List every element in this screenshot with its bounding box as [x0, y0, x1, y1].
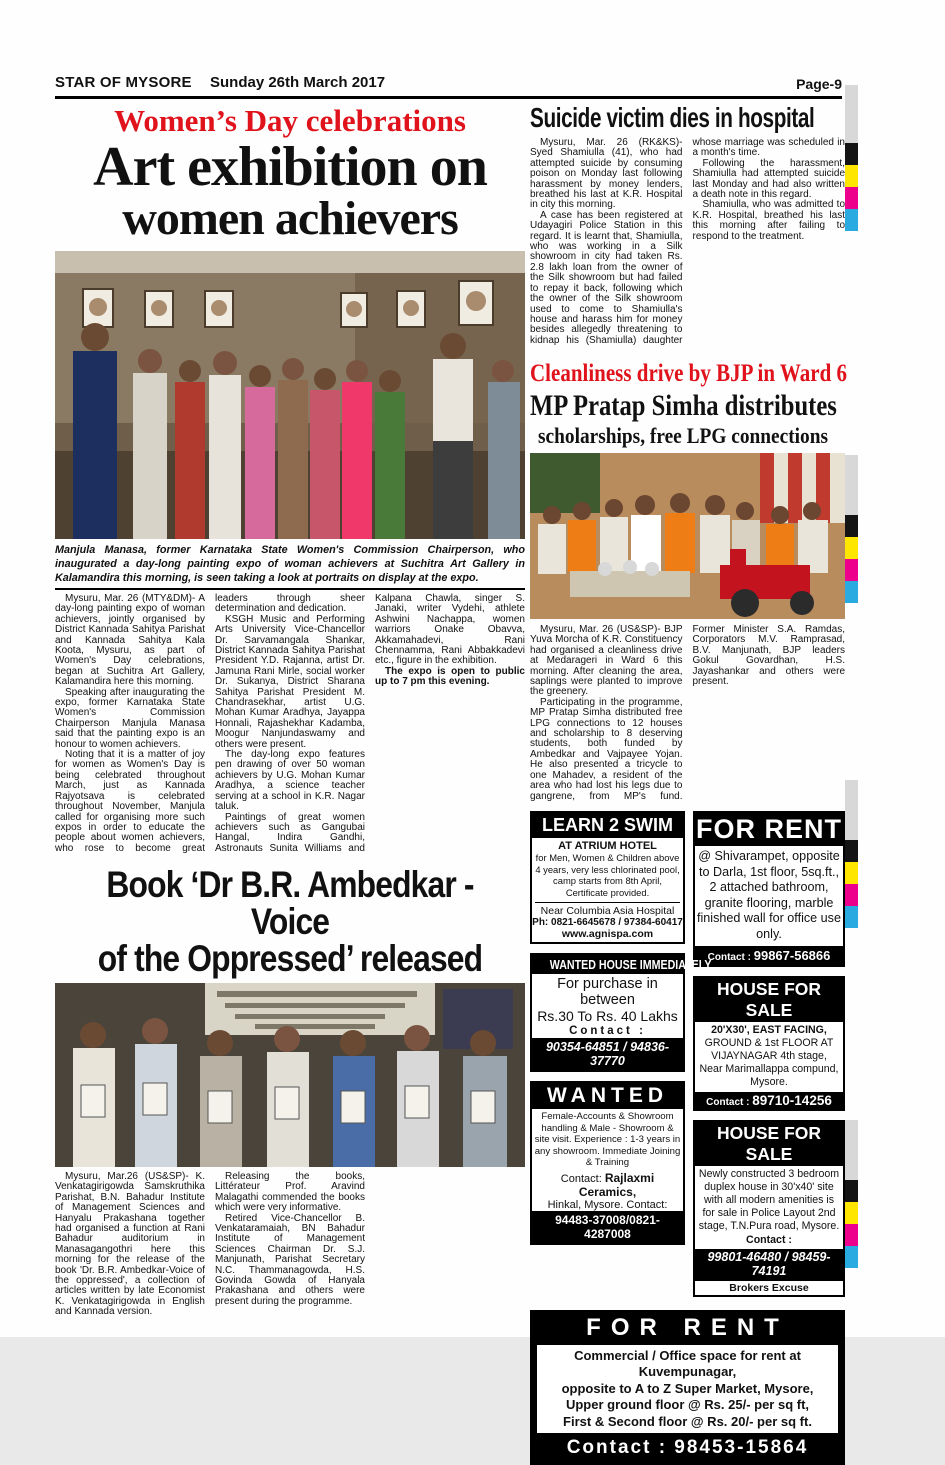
magenta-swatch [845, 884, 858, 906]
paragraph: Speaking after inaugurating the expo, former Karnataka State Women's Commission Chairperson Manjula Manasa said that the painting expo is an honour to women achievers. [55, 686, 205, 750]
ad-line: For purchase in between [557, 976, 658, 1008]
ad-body: @ Shivarampet, opposite to Darla, 1st floor, 5sq.ft., 2 attached bathroom, granite flooring, marble finished wall for office use only. [697, 849, 841, 941]
magenta-swatch [845, 187, 858, 209]
suicide-article-body [530, 138, 845, 356]
ad-phone: 90354-64851 / 94836-37770 [532, 1038, 683, 1070]
ad-contact: Contact: Rajlaxmi Ceramics, Hinkal, Mysore. Contact: [547, 1170, 668, 1211]
paragraph: KSGH Music and Performing Arts University Vice-Chancellor Dr. Sarvamangala Shankar, District Kannada Sahitya Parishat President Y.D. Rajanna, artist Dr. Jamuna Rani Mirle, social worker Dr. Sukanya, District Sharana Sahitya Parishat President M. Chandrasekhar, artist U.G. Mohan Kumar Aradhya, Jayappa Honnali, Rajashekhar Kadamba, Moogur Nanjundaswamy and others were present. [215, 613, 365, 750]
gray-strip [845, 455, 858, 515]
caption-rule [55, 588, 525, 590]
yellow-swatch [845, 537, 858, 559]
bjp-kicker: Cleanliness drive by BJP in Ward 6 [530, 360, 848, 387]
paragraph: Paintings of great women achievers such as Gangubai Hangal, Indira Gandhi, Astronauts Sunita Williams and Kalpana Chawla, singer S. Janaki, writer Vydehi, athlete Ashwini Nachappa, women warriors Onake Obavva, Akkamahadevi, Rani Chennamma, Rani Abbakkadevi etc., figure in the exhibition. [215, 592, 525, 854]
ad-body: Newly constructed 3 bedroom duplex house in 30'x40' site with all modern amenities is for sale in Police Layout 2nd stage, T.N.Pura road, Mysore. Contact : [698, 1167, 840, 1246]
ad-website: www.agnispa.com [561, 928, 654, 940]
ad-footer: Brokers Excuse [695, 1279, 843, 1295]
ad-wanted-house [530, 953, 712, 1072]
yellow-swatch [845, 165, 858, 187]
ad-subtitle: AT ATRIUM HOTEL [558, 840, 657, 852]
paragraph: The day-long expo features pen drawing of over 50 woman achievers by U.G. Mohan Kumar Aradhya, a science teacher serving at a school in K.R. Nagar taluk. [215, 749, 365, 813]
cyan-swatch [845, 581, 858, 603]
ad-phone: 99801-46480 / 98459-74191 [695, 1249, 843, 1279]
black-swatch [845, 515, 858, 537]
gray-strip [845, 1120, 858, 1180]
ad-house-for-sale-2 [693, 1120, 845, 1297]
ads-column-left [530, 811, 712, 1306]
lead-article-body [55, 594, 525, 860]
magenta-swatch [845, 559, 858, 581]
ad-for-rent-kuvempunagar [530, 1310, 845, 1465]
ad-phone: Ph: 0821-6645678 / 97384-60417 [532, 917, 683, 928]
lead-photo [55, 251, 525, 539]
paragraph: Mysuru, Mar. 26 (US&SP)- BJP Yuva Morcha of K.R. Constituency had organised a cleanliness drive at Medarageri in Ward 6 this morning. After cleaning the area, saplings were planted to improve the greenery. [530, 624, 683, 698]
right-column [530, 102, 848, 1465]
gray-strip [845, 780, 858, 840]
paragraph: Participating in the programme, MP Pratap Simha distributed free LPG connections to 12 houses and scholarship to 8 deserving students, both funded by Ambedkar and Vajpayee Yojan. He also presented a tricycle to one Mahadev, a resident of the area who had lost his legs due to gangrene, from MP's fund. Former Minister S.A. Ramdas, Corporators M.V. Ramprasad, B.V. Manjunath, BJP leaders Gokul Govardhan, H.S. Jayashankar and others were present. [530, 624, 845, 802]
yellow-swatch [845, 862, 858, 884]
ad-body: 20'X30', EAST FACING, GROUND & 1st FLOOR AT VIJAYNAGAR 4th stage, Near Marimallappa compund, Mysore. [699, 1023, 839, 1089]
lead-kicker: Women’s Day celebrations [114, 103, 466, 138]
ad-house-for-sale-1 [693, 976, 845, 1111]
ad-location: Near Columbia Asia Hospital [540, 905, 675, 917]
ad-contact: Contact : 98453-15864 [566, 1437, 809, 1459]
ad-body: for Men, Women & Children above 4 years, very less chlorinated pool, camp starts from 8th April, Certificate provided. [535, 852, 680, 898]
lead-headline-line1: Art exhibition on [93, 136, 487, 199]
paragraph: Shamiulla, who was admitted to K.R. Hospital, breathed his last this morning after failing to respond to the treatment. [692, 199, 845, 242]
ad-wanted-staff [530, 1081, 685, 1245]
paragraph: Retired Vice-Chancellor B. Venkataramaiah, BN Bahadur Institute of Management Sciences Chairman Dr. S.J. Manjunath, Parishat Secretary N.C. Thammanagowda, H.S. Govinda Gowda of Hanyala Prakashana and others were present during the programme. [215, 1212, 365, 1307]
book-article-body [55, 1172, 525, 1334]
ad-title: WANTED HOUSE IMMEDIATELY [532, 955, 683, 974]
black-swatch [845, 143, 858, 165]
paper-name: STAR OF MYSORE [55, 74, 192, 91]
bjp-subhead: scholarships, free LPG connections [538, 423, 829, 448]
cyan-swatch [845, 906, 858, 928]
ad-body: Female-Accounts & Showroom handling & Male - Showroom & site visit. Experience : 1-3 years in any showroom. Immediate Joining & Training [534, 1111, 681, 1169]
paragraph: Mysuru, Mar. 26 (RK&KS)- Syed Shamiulla (41), who had attempted suicide by consuming poison on Monday last following harassment by money lenders, breathed his last at K.R. Hospital in city this morning. [530, 137, 683, 211]
ad-contact: Contact : 99867-56866 [695, 946, 843, 965]
lead-headline-line2: women achievers [122, 191, 458, 245]
divider [535, 902, 680, 903]
suicide-headline: Suicide victim dies in hospital [530, 102, 815, 133]
magenta-swatch [845, 1224, 858, 1246]
issue-date: Sunday 26th March 2017 [210, 74, 386, 91]
paragraph: Releasing the books, Littérateur Prof. Aravind Malagathi commended the books which were very informative. [215, 1170, 365, 1214]
ad-for-rent-shivarampet [693, 811, 845, 967]
ad-title: LEARN 2 SWIM [532, 813, 683, 838]
yellow-swatch [845, 1202, 858, 1224]
masthead [55, 74, 842, 96]
ads-column-right [693, 811, 845, 1306]
masthead-rule [55, 96, 842, 99]
ad-line: Rs.30 To Rs. 40 Lakhs [537, 1008, 678, 1024]
gray-strip [845, 85, 858, 143]
ad-title: HOUSE FOR SALE [695, 978, 843, 1022]
ad-title: FOR RENT [586, 1313, 789, 1341]
ad-learn-2-swim [530, 811, 685, 944]
paragraph: Noting that it is a matter of joy for women as Women's Day is being celebrated throughout March, just as Kannada Rajyotsava is celebrated throughout November, Manjula called for organising more such expos in order to educate the people about women achievers, who rose to become great leaders through sheer determination and dedication. [55, 592, 365, 854]
book-photo [55, 983, 525, 1167]
bjp-headline: MP Pratap Simha distributes [530, 389, 837, 422]
bjp-article-body [530, 625, 845, 805]
paragraph: Mysuru, Mar.26 (US&SP)- K. Venkatagirigowda Samskruthika Parishat, B.N. Bahadur Institute of Management Sciences and Hanyalu Prakashana together had organised a function at Rani Bahadur auditorium in Manasagangothri here this morning for the release of the book 'Dr. B.R. Ambedkar-Voice of the oppressed', a collection of articles written by late Economist K. Venkatagirigowda in English and Kannada version. [55, 1170, 205, 1318]
ad-contact: Contact : 89710-14256 [695, 1092, 843, 1109]
book-headline: Book ‘Dr B.R. Ambedkar - Voice of the Oppressed’ released [97, 863, 483, 979]
page-number: Page-9 [796, 76, 842, 92]
black-swatch [845, 840, 858, 862]
left-column [55, 102, 525, 1334]
black-swatch [845, 1180, 858, 1202]
classified-ads [530, 811, 845, 1306]
cyan-swatch [845, 1246, 858, 1268]
paragraph-bold: The expo is open to public up to 7 pm this evening. [375, 665, 525, 688]
ad-body: Commercial / Office space for rent at Kuvempunagar, opposite to A to Z Super Market, Mysore, Upper ground floor @ Rs. 25/- per sq ft, First & Second floor @ Rs. 20/- per sq ft. [535, 1343, 840, 1436]
ad-phone: 94483-37008/0821-4287008 [532, 1211, 683, 1243]
paragraph: Following the harassment, Shamiulla had attempted suicide last Monday and had also written a death note in this regard. [692, 157, 845, 201]
paragraph: Mysuru, Mar. 26 (MTY&DM)- A day-long painting expo of woman achievers, jointly organised by District Kannada Sahitya Parishat and Kannada Sahitya Kala Koota, Mysuru, as part of Women's Day celebrations, began at Suchitra Art Gallery, Kalamandira here this morning. [55, 592, 205, 688]
lead-photo-caption: Manjula Manasa, former Karnataka State Women's Commission Chairperson, who inaugurated a day-long painting expo of woman achievers at Suchitra Art Gallery in Kalamandira this morning, is seen taking a look at portraits on display at the expo. [55, 543, 525, 584]
ad-title: HOUSE FOR SALE [695, 1122, 843, 1166]
ad-contact-label: Contact : [569, 1025, 646, 1037]
ad-title: FOR RENT [696, 814, 842, 844]
bjp-photo [530, 453, 845, 619]
cyan-swatch [845, 209, 858, 231]
paragraph: A case has been registered at Udayagiri Police Station in this regard. It is learnt that, Shamiulla, who was working in a Silk showroom in city had taken Rs. 2.8 lakh loan from the owner of the Silk showroom but had failed to repay it back, following which the owner of the Silk showroom used to come to Shamiulla's house and harass him for money besides allegedly threatening to kidnap his (Shamiulla) daughter whose marriage was scheduled in a month's time. [530, 137, 845, 346]
ad-title: WANTED [532, 1083, 683, 1109]
